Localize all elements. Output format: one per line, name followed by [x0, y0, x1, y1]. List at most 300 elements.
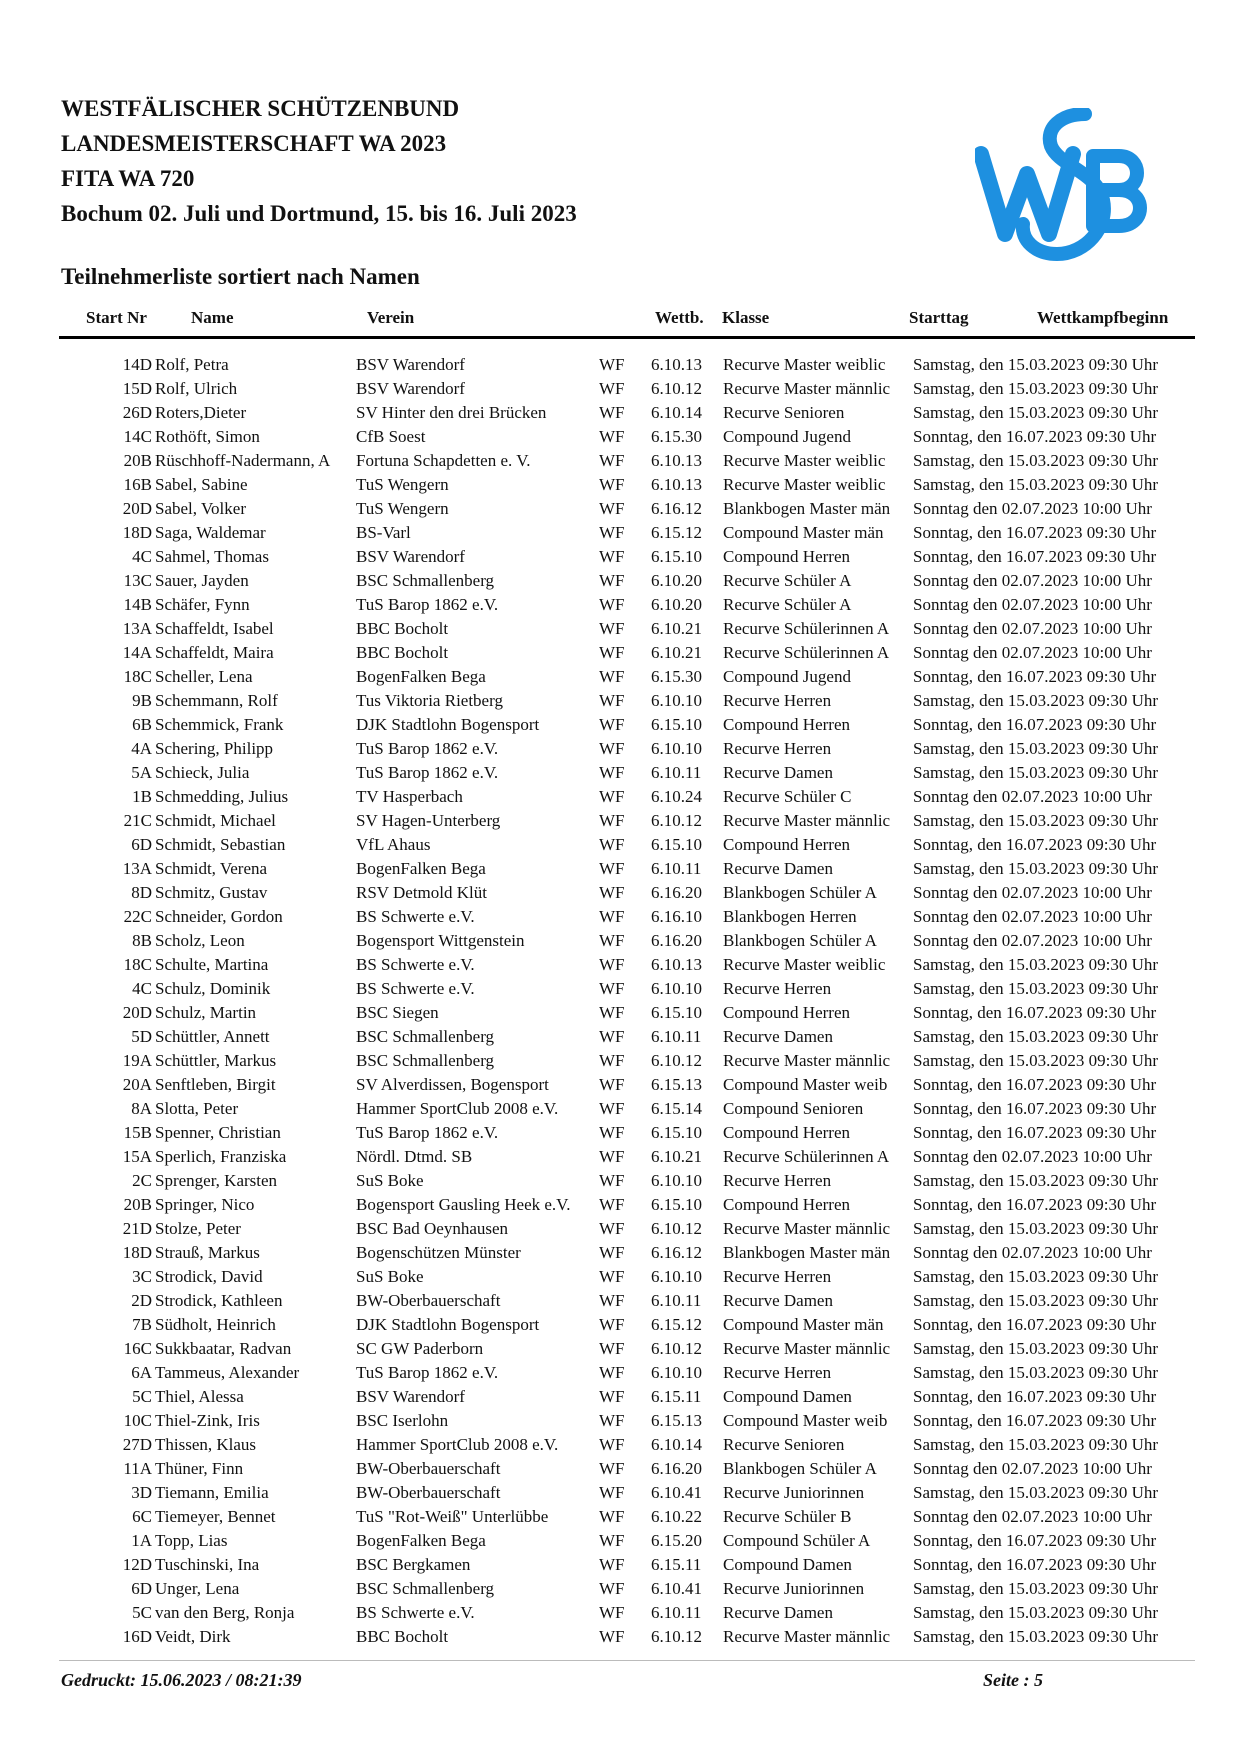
participant-name: Schmitz, Gustav	[155, 883, 268, 902]
participant-name: Schulz, Martin	[155, 1003, 257, 1022]
start-datetime: Sonntag den 02.07.2023 10:00 Uhr	[913, 595, 1152, 614]
wf-marker: WF	[599, 1075, 625, 1094]
table-row	[0, 977, 1240, 1001]
table-row	[0, 881, 1240, 905]
start-number: 20B	[123, 451, 152, 470]
start-number: 4A	[131, 739, 152, 758]
club-name: BogenFalken Bega	[356, 859, 486, 878]
wf-marker: WF	[599, 571, 625, 590]
competition-number: 6.10.20	[651, 571, 702, 590]
class-name: Compound Herren	[723, 1195, 851, 1214]
club-name: TuS Barop 1862 e.V.	[356, 1123, 499, 1142]
participant-name: Saga, Waldemar	[155, 523, 266, 542]
start-number: 8B	[132, 931, 152, 950]
class-name: Compound Master män	[723, 523, 884, 542]
club-name: Hammer SportClub 2008 e.V.	[356, 1435, 559, 1454]
start-datetime: Sonntag den 02.07.2023 10:00 Uhr	[913, 619, 1152, 638]
competition-number: 6.10.12	[651, 1339, 702, 1358]
competition-number: 6.10.41	[651, 1579, 702, 1598]
wf-marker: WF	[599, 1579, 625, 1598]
participant-name: Senftleben, Birgit	[155, 1075, 276, 1094]
table-row	[0, 1361, 1240, 1385]
participant-name: Schäfer, Fynn	[155, 595, 250, 614]
class-name: Recurve Master weiblic	[723, 475, 886, 494]
competition-number: 6.15.10	[651, 1123, 702, 1142]
start-number: 19A	[122, 1051, 152, 1070]
participant-name: Schemmick, Frank	[155, 715, 284, 734]
wf-marker: WF	[599, 595, 625, 614]
table-row	[0, 1001, 1240, 1025]
competition-number: 6.15.13	[651, 1075, 702, 1094]
participant-name: Thüner, Finn	[155, 1459, 244, 1478]
competition-number: 6.10.12	[651, 1219, 702, 1238]
start-number: 27D	[122, 1435, 152, 1454]
competition-number: 6.15.12	[651, 523, 702, 542]
start-number: 18D	[122, 523, 152, 542]
club-name: BS Schwerte e.V.	[356, 955, 475, 974]
start-datetime: Samstag, den 15.03.2023 09:30 Uhr	[913, 1603, 1159, 1622]
start-number: 2D	[131, 1291, 152, 1310]
competition-number: 6.15.30	[651, 667, 702, 686]
wf-marker: WF	[599, 1411, 625, 1430]
participant-name: Sahmel, Thomas	[155, 547, 269, 566]
participant-name: Strodick, Kathleen	[155, 1291, 283, 1310]
participant-name: Tuschinski, Ina	[155, 1555, 260, 1574]
competition-number: 6.10.13	[651, 355, 702, 374]
club-name: SV Hinter den drei Brücken	[356, 403, 547, 422]
club-name: BW-Oberbauerschaft	[356, 1459, 501, 1478]
wf-marker: WF	[599, 763, 625, 782]
wf-marker: WF	[599, 427, 625, 446]
start-datetime: Sonntag den 02.07.2023 10:00 Uhr	[913, 1147, 1152, 1166]
wf-marker: WF	[599, 1123, 625, 1142]
start-number: 9B	[132, 691, 152, 710]
header-line-format: FITA WA 720	[61, 166, 195, 191]
start-datetime: Sonntag, den 16.07.2023 09:30 Uhr	[913, 1099, 1157, 1118]
participant-name: Sukkbaatar, Radvan	[155, 1339, 292, 1358]
start-number: 18D	[122, 1243, 152, 1262]
start-datetime: Sonntag den 02.07.2023 10:00 Uhr	[913, 499, 1152, 518]
class-name: Compound Master män	[723, 1315, 884, 1334]
start-datetime: Sonntag, den 16.07.2023 09:30 Uhr	[913, 547, 1157, 566]
class-name: Blankbogen Master män	[723, 499, 891, 518]
club-name: TuS Barop 1862 e.V.	[356, 739, 499, 758]
participant-name: Sprenger, Karsten	[155, 1171, 278, 1190]
club-name: TuS "Rot-Weiß" Unterlübbe	[356, 1507, 549, 1526]
participant-name: Südholt, Heinrich	[155, 1315, 276, 1334]
club-name: BSC Bergkamen	[356, 1555, 471, 1574]
table-row	[0, 1625, 1240, 1649]
class-name: Compound Master weib	[723, 1075, 888, 1094]
start-datetime: Sonntag den 02.07.2023 10:00 Uhr	[913, 907, 1152, 926]
start-number: 20D	[122, 499, 152, 518]
participant-name: Stolze, Peter	[155, 1219, 241, 1238]
column-header-verein: Verein	[367, 308, 415, 327]
club-name: BSC Bad Oeynhausen	[356, 1219, 509, 1238]
club-name: SuS Boke	[356, 1171, 424, 1190]
competition-number: 6.10.11	[651, 859, 702, 878]
table-row	[0, 401, 1240, 425]
table-row	[0, 377, 1240, 401]
start-datetime: Samstag, den 15.03.2023 09:30 Uhr	[913, 979, 1159, 998]
table-row	[0, 1409, 1240, 1433]
footer-divider	[59, 1660, 1195, 1661]
class-name: Recurve Schüler A	[723, 571, 852, 590]
competition-number: 6.10.12	[651, 1051, 702, 1070]
wf-marker: WF	[599, 1171, 625, 1190]
wf-marker: WF	[599, 1051, 625, 1070]
class-name: Recurve Master männlic	[723, 1051, 891, 1070]
start-datetime: Sonntag, den 16.07.2023 09:30 Uhr	[913, 1123, 1157, 1142]
competition-number: 6.10.22	[651, 1507, 702, 1526]
start-number: 20B	[123, 1195, 152, 1214]
table-row	[0, 1145, 1240, 1169]
class-name: Recurve Herren	[723, 691, 832, 710]
start-datetime: Sonntag den 02.07.2023 10:00 Uhr	[913, 643, 1152, 662]
start-number: 18C	[123, 955, 152, 974]
column-header-starttag: Starttag	[909, 308, 969, 327]
table-row	[0, 665, 1240, 689]
participant-name: Schüttler, Annett	[155, 1027, 270, 1046]
club-name: TuS Barop 1862 e.V.	[356, 595, 499, 614]
competition-number: 6.10.20	[651, 595, 702, 614]
table-row	[0, 1505, 1240, 1529]
wf-marker: WF	[599, 1507, 625, 1526]
participant-name: Schemmann, Rolf	[155, 691, 278, 710]
table-row	[0, 1433, 1240, 1457]
class-name: Compound Herren	[723, 715, 851, 734]
participant-name: Sperlich, Franziska	[155, 1147, 287, 1166]
start-number: 2C	[132, 1171, 152, 1190]
start-datetime: Sonntag, den 16.07.2023 09:30 Uhr	[913, 1411, 1157, 1430]
start-datetime: Sonntag, den 16.07.2023 09:30 Uhr	[913, 1555, 1157, 1574]
club-name: BSC Siegen	[356, 1003, 439, 1022]
participant-name: Strodick, David	[155, 1267, 263, 1286]
class-name: Blankbogen Schüler A	[723, 931, 877, 950]
start-number: 8D	[131, 883, 152, 902]
wf-marker: WF	[599, 1531, 625, 1550]
club-name: TV Hasperbach	[356, 787, 463, 806]
start-number: 6D	[131, 1579, 152, 1598]
wf-marker: WF	[599, 619, 625, 638]
start-number: 14C	[123, 427, 152, 446]
participant-name: Schmidt, Verena	[155, 859, 268, 878]
class-name: Blankbogen Herren	[723, 907, 857, 926]
participant-name: Thiel, Alessa	[155, 1387, 244, 1406]
competition-number: 6.10.13	[651, 475, 702, 494]
participant-name: Sauer, Jayden	[155, 571, 249, 590]
start-number: 5C	[132, 1387, 152, 1406]
club-name: CfB Soest	[356, 427, 426, 446]
class-name: Recurve Master weiblic	[723, 355, 886, 374]
class-name: Recurve Schüler A	[723, 595, 852, 614]
table-row	[0, 521, 1240, 545]
table-row	[0, 1265, 1240, 1289]
class-name: Recurve Herren	[723, 1267, 832, 1286]
wf-marker: WF	[599, 499, 625, 518]
club-name: Bogenschützen Münster	[356, 1243, 521, 1262]
start-datetime: Samstag, den 15.03.2023 09:30 Uhr	[913, 859, 1159, 878]
start-datetime: Sonntag den 02.07.2023 10:00 Uhr	[913, 1507, 1152, 1526]
start-datetime: Samstag, den 15.03.2023 09:30 Uhr	[913, 1171, 1159, 1190]
class-name: Compound Jugend	[723, 667, 851, 686]
competition-number: 6.15.10	[651, 835, 702, 854]
start-number: 1B	[132, 787, 152, 806]
table-row	[0, 497, 1240, 521]
participant-table	[0, 353, 1240, 1649]
club-name: BS Schwerte e.V.	[356, 907, 475, 926]
wf-marker: WF	[599, 859, 625, 878]
class-name: Recurve Master männlic	[723, 1339, 891, 1358]
start-datetime: Samstag, den 15.03.2023 09:30 Uhr	[913, 1627, 1159, 1646]
class-name: Compound Damen	[723, 1387, 852, 1406]
table-row	[0, 1025, 1240, 1049]
wf-marker: WF	[599, 1363, 625, 1382]
class-name: Recurve Master männlic	[723, 811, 891, 830]
start-number: 13C	[123, 571, 152, 590]
wf-marker: WF	[599, 1243, 625, 1262]
start-datetime: Sonntag den 02.07.2023 10:00 Uhr	[913, 931, 1152, 950]
competition-number: 6.10.13	[651, 451, 702, 470]
start-datetime: Samstag, den 15.03.2023 09:30 Uhr	[913, 1027, 1159, 1046]
competition-number: 6.10.21	[651, 643, 702, 662]
start-number: 6B	[132, 715, 152, 734]
wf-marker: WF	[599, 1195, 625, 1214]
wf-marker: WF	[599, 835, 625, 854]
class-name: Recurve Damen	[723, 763, 833, 782]
participant-name: Scheller, Lena	[155, 667, 253, 686]
class-name: Compound Master weib	[723, 1411, 888, 1430]
club-name: BW-Oberbauerschaft	[356, 1483, 501, 1502]
table-row	[0, 1073, 1240, 1097]
participant-name: Tammeus, Alexander	[155, 1363, 300, 1382]
competition-number: 6.15.11	[651, 1555, 702, 1574]
class-name: Compound Herren	[723, 547, 851, 566]
start-number: 14D	[122, 355, 152, 374]
competition-number: 6.10.12	[651, 379, 702, 398]
club-name: Nördl. Dtmd. SB	[356, 1147, 473, 1166]
table-row	[0, 905, 1240, 929]
start-datetime: Samstag, den 15.03.2023 09:30 Uhr	[913, 1483, 1159, 1502]
participant-name: Slotta, Peter	[155, 1099, 239, 1118]
table-row	[0, 1385, 1240, 1409]
table-row	[0, 1193, 1240, 1217]
table-row	[0, 857, 1240, 881]
start-number: 15B	[123, 1123, 152, 1142]
participant-name: Schüttler, Markus	[155, 1051, 277, 1070]
table-row	[0, 929, 1240, 953]
competition-number: 6.10.24	[651, 787, 702, 806]
competition-number: 6.16.20	[651, 1459, 702, 1478]
wf-marker: WF	[599, 1027, 625, 1046]
column-header-klasse: Klasse	[722, 308, 770, 327]
wf-marker: WF	[599, 979, 625, 998]
start-datetime: Sonntag, den 16.07.2023 09:30 Uhr	[913, 835, 1157, 854]
start-datetime: Samstag, den 15.03.2023 09:30 Uhr	[913, 1435, 1159, 1454]
class-name: Recurve Herren	[723, 979, 832, 998]
competition-number: 6.16.10	[651, 907, 702, 926]
club-name: BSV Warendorf	[356, 379, 465, 398]
participant-name: Topp, Lias	[155, 1531, 228, 1550]
competition-number: 6.16.12	[651, 499, 702, 518]
wf-marker: WF	[599, 643, 625, 662]
table-row	[0, 1313, 1240, 1337]
start-number: 10C	[123, 1411, 152, 1430]
table-row	[0, 1457, 1240, 1481]
competition-number: 6.10.10	[651, 979, 702, 998]
competition-number: 6.10.41	[651, 1483, 702, 1502]
start-number: 5D	[131, 1027, 152, 1046]
club-name: BSC Schmallenberg	[356, 1051, 495, 1070]
start-datetime: Sonntag den 02.07.2023 10:00 Uhr	[913, 571, 1152, 590]
competition-number: 6.15.10	[651, 1195, 702, 1214]
club-name: VfL Ahaus	[356, 835, 431, 854]
competition-number: 6.15.14	[651, 1099, 702, 1118]
header-line-dates: Bochum 02. Juli und Dortmund, 15. bis 16. Juli 2023	[61, 201, 577, 226]
participant-name: Rolf, Ulrich	[155, 379, 238, 398]
wf-marker: WF	[599, 1147, 625, 1166]
table-row	[0, 1529, 1240, 1553]
start-datetime: Samstag, den 15.03.2023 09:30 Uhr	[913, 739, 1159, 758]
start-number: 6A	[131, 1363, 152, 1382]
participant-name: Strauß, Markus	[155, 1243, 260, 1262]
start-number: 14A	[122, 643, 152, 662]
class-name: Recurve Damen	[723, 1603, 833, 1622]
table-row	[0, 713, 1240, 737]
class-name: Blankbogen Schüler A	[723, 1459, 877, 1478]
participant-name: Schieck, Julia	[155, 763, 250, 782]
class-name: Recurve Master männlic	[723, 1219, 891, 1238]
class-name: Recurve Schülerinnen A	[723, 643, 890, 662]
table-row	[0, 761, 1240, 785]
wf-marker: WF	[599, 931, 625, 950]
competition-number: 6.15.20	[651, 1531, 702, 1550]
wf-marker: WF	[599, 1339, 625, 1358]
wf-marker: WF	[599, 667, 625, 686]
start-datetime: Sonntag den 02.07.2023 10:00 Uhr	[913, 1459, 1152, 1478]
table-row	[0, 1241, 1240, 1265]
club-name: Hammer SportClub 2008 e.V.	[356, 1099, 559, 1118]
column-header-startnr: Start Nr	[86, 308, 147, 327]
club-name: BogenFalken Bega	[356, 1531, 486, 1550]
competition-number: 6.16.12	[651, 1243, 702, 1262]
start-datetime: Samstag, den 15.03.2023 09:30 Uhr	[913, 475, 1159, 494]
competition-number: 6.10.14	[651, 1435, 702, 1454]
wf-marker: WF	[599, 1483, 625, 1502]
table-row	[0, 953, 1240, 977]
wf-marker: WF	[599, 475, 625, 494]
participant-name: Veidt, Dirk	[155, 1627, 231, 1646]
start-number: 22C	[123, 907, 152, 926]
class-name: Compound Herren	[723, 835, 851, 854]
class-name: Recurve Juniorinnen	[723, 1579, 865, 1598]
wf-marker: WF	[599, 811, 625, 830]
competition-number: 6.15.11	[651, 1387, 702, 1406]
start-number: 6D	[131, 835, 152, 854]
club-name: BBC Bocholt	[356, 619, 449, 638]
wf-marker: WF	[599, 739, 625, 758]
wf-marker: WF	[599, 1627, 625, 1646]
participant-name: van den Berg, Ronja	[155, 1603, 295, 1622]
participant-name: Schering, Philipp	[155, 739, 274, 758]
club-name: BSC Schmallenberg	[356, 1579, 495, 1598]
competition-number: 6.15.10	[651, 1003, 702, 1022]
participant-name: Schaffeldt, Isabel	[155, 619, 274, 638]
club-name: BogenFalken Bega	[356, 667, 486, 686]
competition-number: 6.10.13	[651, 955, 702, 974]
start-datetime: Samstag, den 15.03.2023 09:30 Uhr	[913, 763, 1159, 782]
start-datetime: Sonntag den 02.07.2023 10:00 Uhr	[913, 883, 1152, 902]
club-name: Bogensport Gausling Heek e.V.	[356, 1195, 571, 1214]
participant-name: Schulz, Dominik	[155, 979, 271, 998]
table-row	[0, 593, 1240, 617]
table-row	[0, 1481, 1240, 1505]
start-number: 5A	[131, 763, 152, 782]
club-name: TuS Wengern	[356, 499, 449, 518]
start-number: 11A	[123, 1459, 152, 1478]
table-row	[0, 473, 1240, 497]
class-name: Recurve Herren	[723, 739, 832, 758]
start-datetime: Sonntag, den 16.07.2023 09:30 Uhr	[913, 1003, 1157, 1022]
start-number: 16C	[123, 1339, 152, 1358]
table-row	[0, 1049, 1240, 1073]
table-row	[0, 1553, 1240, 1577]
class-name: Recurve Schüler C	[723, 787, 852, 806]
start-datetime: Sonntag, den 16.07.2023 09:30 Uhr	[913, 1531, 1157, 1550]
competition-number: 6.10.10	[651, 1267, 702, 1286]
start-datetime: Samstag, den 15.03.2023 09:30 Uhr	[913, 1363, 1159, 1382]
participant-name: Rothöft, Simon	[155, 427, 260, 446]
club-name: BSC Schmallenberg	[356, 571, 495, 590]
table-row	[0, 569, 1240, 593]
competition-number: 6.10.21	[651, 1147, 702, 1166]
participant-name: Sabel, Sabine	[155, 475, 248, 494]
wf-marker: WF	[599, 1315, 625, 1334]
column-header-beginn: Wettkampfbeginn	[1037, 308, 1169, 327]
table-row	[0, 1169, 1240, 1193]
club-name: Fortuna Schapdetten e. V.	[356, 451, 531, 470]
start-number: 13A	[122, 859, 152, 878]
club-name: BSC Iserlohn	[356, 1411, 449, 1430]
wf-marker: WF	[599, 1003, 625, 1022]
club-name: TuS Barop 1862 e.V.	[356, 1363, 499, 1382]
start-number: 5C	[132, 1603, 152, 1622]
club-name: SV Hagen-Unterberg	[356, 811, 501, 830]
start-datetime: Samstag, den 15.03.2023 09:30 Uhr	[913, 1219, 1159, 1238]
table-row	[0, 689, 1240, 713]
wf-marker: WF	[599, 883, 625, 902]
class-name: Compound Herren	[723, 1123, 851, 1142]
competition-number: 6.10.12	[651, 1627, 702, 1646]
table-row	[0, 425, 1240, 449]
participant-name: Schmidt, Michael	[155, 811, 276, 830]
wf-marker: WF	[599, 1219, 625, 1238]
wf-marker: WF	[599, 955, 625, 974]
competition-number: 6.10.10	[651, 739, 702, 758]
participant-name: Sabel, Volker	[155, 499, 246, 518]
competition-number: 6.16.20	[651, 931, 702, 950]
wf-marker: WF	[599, 1267, 625, 1286]
start-datetime: Samstag, den 15.03.2023 09:30 Uhr	[913, 1339, 1159, 1358]
list-subtitle: Teilnehmerliste sortiert nach Namen	[61, 264, 420, 289]
start-number: 18C	[123, 667, 152, 686]
participant-name: Rolf, Petra	[155, 355, 229, 374]
competition-number: 6.10.11	[651, 763, 702, 782]
class-name: Recurve Senioren	[723, 1435, 845, 1454]
column-header-name: Name	[191, 308, 234, 327]
class-name: Recurve Herren	[723, 1171, 832, 1190]
start-datetime: Sonntag, den 16.07.2023 09:30 Uhr	[913, 427, 1157, 446]
